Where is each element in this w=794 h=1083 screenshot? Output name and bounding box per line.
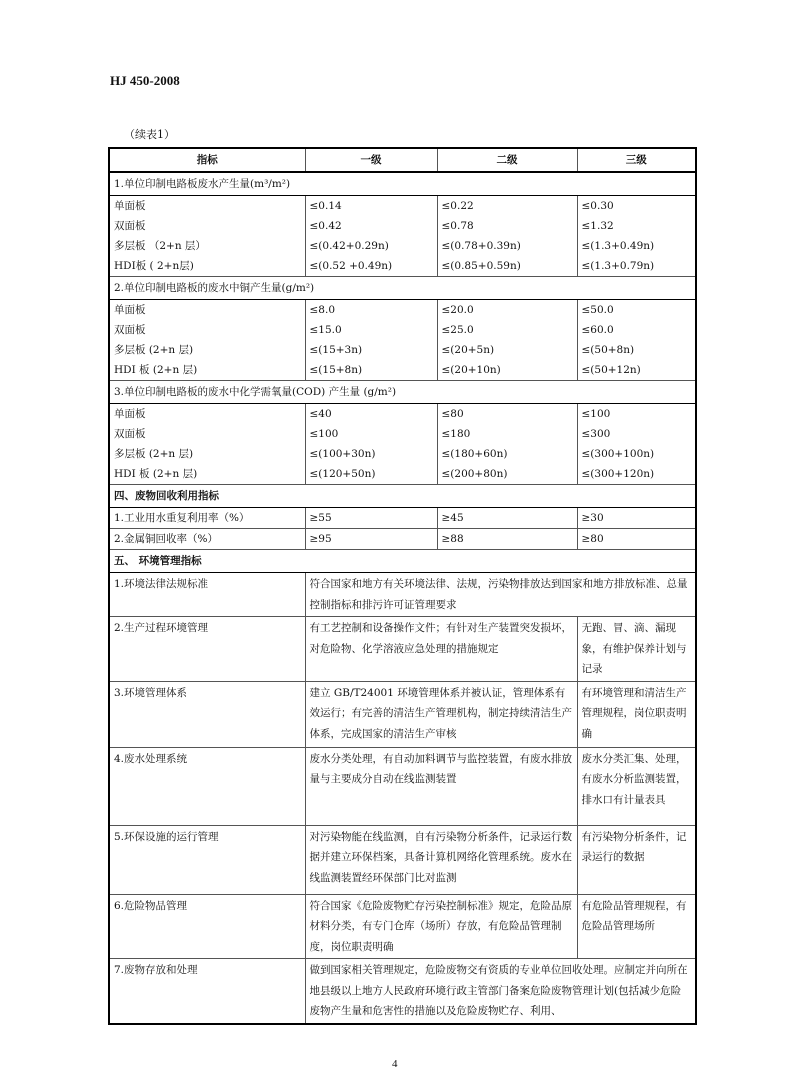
table-cell: ≥95 — [305, 529, 437, 550]
section-row — [109, 381, 696, 404]
value-column — [437, 404, 577, 485]
table-cell: ≥45 — [437, 508, 577, 529]
table-cell: ≤60.0 — [581, 324, 614, 336]
table-cell: ≤180 — [441, 428, 471, 440]
requirement-level-1-2: 有工艺控制和设备操作文件；有针对生产装置突发损坏，对危险物、化学溶液应急处理的措施规定 — [305, 617, 577, 682]
table-row — [109, 404, 696, 485]
section-title: 1.单位印制电路板废水产生量(m³/m²) — [109, 172, 696, 196]
table-cell: ≤0.22 — [441, 200, 474, 212]
section-row — [109, 277, 696, 300]
table-cell: 1.工业用水重复利用率（%） — [109, 508, 305, 529]
value-column — [109, 196, 305, 277]
table-cell: ≤100 — [309, 428, 339, 440]
standard-code: HJ 450-2008 — [110, 73, 180, 88]
table-row — [109, 300, 696, 381]
table-cell: ≤(20+10n) — [441, 364, 501, 376]
table-cell: ≤0.14 — [309, 200, 342, 212]
table-row — [109, 894, 696, 959]
table-cell: ≤(300+100n) — [581, 448, 655, 460]
table-cell: ≥88 — [437, 529, 577, 550]
indicator-label: 2.生产过程环境管理 — [109, 617, 305, 682]
value-column — [305, 196, 437, 277]
table-row — [109, 529, 696, 550]
section-title: 五、 环境管理指标 — [109, 550, 696, 573]
table-cell: ≤0.30 — [581, 200, 614, 212]
table-cell: ≤300 — [581, 428, 611, 440]
table-header-row — [109, 148, 696, 172]
table-cell: ≤(0.78+0.39n) — [441, 240, 521, 252]
table-cell: ≤100 — [581, 408, 611, 420]
value-column — [437, 300, 577, 381]
section-row — [109, 485, 696, 508]
column-header: 指标 — [109, 148, 305, 172]
table-cell: ≤0.78 — [441, 220, 474, 232]
table-row — [109, 196, 696, 277]
column-header: 一级 — [305, 148, 437, 172]
requirement-level-1-2: 符合国家《危险废物贮存污染控制标准》规定，危险品原材料分类，有专门仓库（场所）存放，有危险品管理制度，岗位职责明确 — [305, 894, 577, 959]
table-row — [109, 825, 696, 894]
table-cell: ≤(300+120n) — [581, 468, 655, 480]
table-cell: 2.金属铜回收率（%） — [109, 529, 305, 550]
table-cell: ≤(50+12n) — [581, 364, 641, 376]
requirement-level-1-2: 建立 GB/T24001 环境管理体系并被认证，管理体系有效运行；有完善的清洁生产管理机构，制定持续清洁生产体系，完成国家的清洁生产审核 — [305, 681, 577, 747]
table-cell: ≤(200+80n) — [441, 468, 508, 480]
section-title: 四、废物回收利用指标 — [109, 485, 696, 508]
indicator-label: 4.废水处理系统 — [109, 747, 305, 825]
table-cell: ≥80 — [577, 529, 696, 550]
indicator-table — [108, 147, 697, 1025]
value-column — [577, 196, 696, 277]
table-cell: ≤(0.42+0.29n) — [309, 240, 389, 252]
table-cell: 双面板 — [114, 220, 146, 232]
table-cell: ≤(1.3+0.49n) — [581, 240, 655, 252]
requirement-text: 做到国家相关管理规定，危险废物交有资质的专业单位回收处理。应制定并向所在地县级以上地方人民政府环境行政主管部门备案危险废物管理计划(包括减少危险废物产生量和危害性的措施以及危险废物贮存、利用、 — [305, 959, 696, 1024]
table-cell: ≤80 — [441, 408, 464, 420]
requirement-level-1-2: 对污染物能在线监测，自有污染物分析条件，记录运行数据并建立环保档案，具备计算机网络化管理系统。废水在线监测装置经环保部门比对监测 — [305, 825, 577, 894]
table-cell: 双面板 — [114, 428, 146, 440]
table-cell: ≤8.0 — [309, 304, 335, 316]
table-cell: ≤(1.3+0.79n) — [581, 260, 655, 272]
table-cell: 单面板 — [114, 200, 146, 212]
table-cell: ≤(0.85+0.59n) — [441, 260, 521, 272]
indicator-label: 6.危险物品管理 — [109, 894, 305, 959]
indicator-label: 1.环境法律法规标准 — [109, 573, 305, 617]
continued-label: （续表1） — [124, 128, 175, 141]
table-cell: 多层板 (2+n 层) — [114, 448, 194, 460]
table-row — [109, 681, 696, 747]
value-column — [437, 196, 577, 277]
table-cell: ≤(180+60n) — [441, 448, 508, 460]
value-column — [305, 300, 437, 381]
indicator-label: 3.环境管理体系 — [109, 681, 305, 747]
section-row — [109, 550, 696, 573]
table-cell: ≤(0.52 +0.49n) — [309, 260, 393, 272]
table-cell: ≤(120+50n) — [309, 468, 376, 480]
page-number: 4 — [392, 1058, 398, 1070]
table-cell: ≤0.42 — [309, 220, 342, 232]
table-row — [109, 617, 696, 682]
table-cell: ≤(50+8n) — [581, 344, 635, 356]
value-column — [109, 300, 305, 381]
column-header: 二级 — [437, 148, 577, 172]
table-cell: HDI 板 (2+n 层) — [114, 364, 198, 376]
value-column — [577, 300, 696, 381]
table-cell: ≤50.0 — [581, 304, 614, 316]
table-cell: ≥55 — [305, 508, 437, 529]
requirement-level-3: 有危险品管理规程，有危险品管理场所 — [577, 894, 696, 959]
table-row — [109, 573, 696, 617]
table-cell: ≤(15+8n) — [309, 364, 363, 376]
table-cell: ≤15.0 — [309, 324, 342, 336]
indicator-label: 7.废物存放和处理 — [109, 959, 305, 1024]
requirement-level-3: 废水分类汇集、处理，有废水分析监测装置，排水口有计量表具 — [577, 747, 696, 825]
table-cell: ≤20.0 — [441, 304, 474, 316]
table-cell: ≥30 — [577, 508, 696, 529]
value-column — [305, 404, 437, 485]
table-row — [109, 959, 696, 1024]
requirement-level-3: 有环境管理和清洁生产管理规程，岗位职责明确 — [577, 681, 696, 747]
table-row — [109, 508, 696, 529]
value-column — [109, 404, 305, 485]
table-cell: 多层板 (2+n 层) — [114, 344, 194, 356]
table-cell: 双面板 — [114, 324, 146, 336]
table-cell: HDI 板 (2+n 层) — [114, 468, 198, 480]
table-cell: ≤(15+3n) — [309, 344, 363, 356]
table-cell: ≤25.0 — [441, 324, 474, 336]
value-column — [577, 404, 696, 485]
table-cell: ≤(100+30n) — [309, 448, 376, 460]
requirement-level-3: 有污染物分析条件，记录运行的数据 — [577, 825, 696, 894]
table-cell: HDI板 ( 2+n层) — [114, 260, 194, 272]
table-cell: ≤(20+5n) — [441, 344, 495, 356]
section-title: 3.单位印制电路板的废水中化学需氧量(COD) 产生量 (g/m²) — [109, 381, 696, 404]
requirement-level-3: 无跑、冒、滴、漏现象，有维护保养计划与记录 — [577, 617, 696, 682]
requirement-level-1-2: 废水分类处理，有自动加料调节与监控装置，有废水排放量与主要成分自动在线监测装置 — [305, 747, 577, 825]
table-cell: 单面板 — [114, 304, 146, 316]
requirement-text: 符合国家和地方有关环境法律、法规，污染物排放达到国家和地方排放标准、总量控制指标和排污许可证管理要求 — [305, 573, 696, 617]
indicator-label: 5.环保设施的运行管理 — [109, 825, 305, 894]
section-row — [109, 172, 696, 196]
column-header: 三级 — [577, 148, 696, 172]
table-row — [109, 747, 696, 825]
table-cell: 多层板 （2+n 层） — [114, 240, 206, 252]
table-cell: 单面板 — [114, 408, 146, 420]
table-cell: ≤1.32 — [581, 220, 614, 232]
section-title: 2.单位印制电路板的废水中铜产生量(g/m²) — [109, 277, 696, 300]
table-cell: ≤40 — [309, 408, 332, 420]
